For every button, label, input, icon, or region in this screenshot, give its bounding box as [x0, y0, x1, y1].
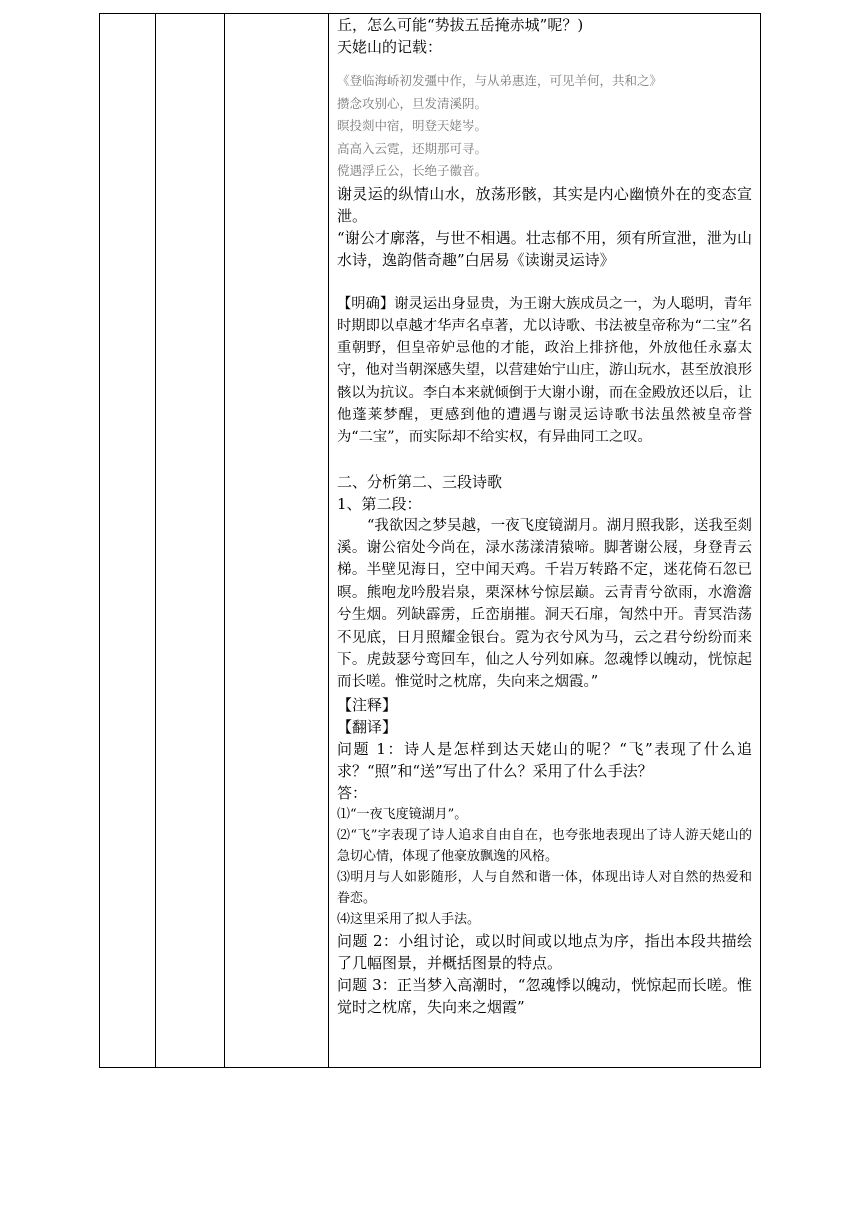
poem-passage: “我欲因之梦吴越，一夜飞度镜湖月。湖月照我影，送我至剡溪。谢公宿处今尚在，渌水荡漾清猿啼。脚著谢公屐，身登青云梯。半壁见海日，空中闻天鸡。千岩万转路不定，迷花倚石忽已暝。熊咆龙吟殷岩泉，栗深林兮惊层巅。云青青兮欲雨，水澹澹兮生烟。列缺霹雳，丘峦崩摧。洞天石扉，訇然中开。青冥浩荡不见底，日月照耀金银台。霓为衣兮风为马，云之君兮纷纷而来下。虎鼓瑟兮鸾回车，仙之人兮列如麻。忽魂悸以魄动，恍惊起而长嗟。惟觉时之枕席，失向来之烟霞。” [337, 517, 752, 691]
spacer [337, 449, 752, 471]
answer-item: ⑴“一夜飞度镜湖月”。 [337, 806, 468, 822]
section-heading: 二、分析第二、三段诗歌 [337, 472, 503, 491]
poem-line: 高高入云霓，还期那可寻。 [337, 140, 488, 156]
poem-line: 暝投剡中宿，明登天姥岑。 [337, 118, 488, 133]
lesson-table [99, 13, 761, 1068]
question-1: 问题 1：诗人是怎样到达天姥山的呢？“飞”表现了什么追求？“照”和“送”写出了什么？采用了什么手法？ [337, 739, 752, 780]
spacer [337, 58, 752, 70]
text-line: 丘，怎么可能“势拔五岳掩赤城”呢？) [337, 16, 584, 34]
subsection-heading: 1、第二段： [337, 494, 422, 513]
question-2: 问题 2：小组讨论，或以时间或以地点为序，指出本段共描绘了几幅图景，并概括图景的特点。 [337, 931, 752, 972]
text-line: 天姥山的记载： [337, 38, 443, 56]
column-divider-1 [155, 14, 156, 1067]
answer-item: ⑵“飞”字表现了诗人追求自由自在，也夸张地表现出了诗人游天姥山的急切心情，体现了他豪放飘逸的风格。 [337, 827, 752, 864]
poem-line: 攒念攻别心，旦发清溪阴。 [337, 95, 488, 111]
content-cell [329, 14, 760, 1067]
annotation-label: 【注释】 [337, 695, 398, 714]
answer-item: ⑶明月与人如影随形，人与自然和谐一体，体现出诗人对自然的热爱和眷恋。 [337, 869, 752, 906]
question-3: 问题 3：正当梦入高潮时，“忽魂悸以魄动，恍惊起而长嗟。惟觉时之枕席，失向来之烟霞” [337, 975, 752, 1016]
clarification-paragraph: 【明确】谢灵运出身显贵，为王谢大族成员之一，为人聪明，青年时期即以卓越才华声名卓著，尤以诗歌、书法被皇帝称为“二宝”名重朝野，但皇帝妒忌他的才能，政治上排挤他，外放他任永嘉太守，他对当朝深感失望，以营建始宁山庄，游山玩水，甚至放浪形骸以为抗议。李白本来就倾倒于大谢小谢，而在金殿放还以后，让他蓬莱梦醒，更感到他的遭遇与谢灵运诗歌书法虽然被皇帝誉为“二宝”，而实际却不给实权，有异曲同工之叹。 [337, 295, 752, 446]
quote-paragraph: “谢公才廓落，与世不相遇。壮志郁不用，须有所宣泄，泄为山水诗，逸韵偕奇趣”白居易《读谢灵运诗》 [337, 228, 752, 269]
poem-line: 傥遇浮丘公，长绝子徽音。 [337, 163, 488, 178]
answer-label: 答： [337, 783, 368, 802]
spacer [337, 271, 752, 293]
text-paragraph: 谢灵运的纵情山水，放荡形骸，其实是内心幽愤外在的变态宣泄。 [337, 184, 752, 225]
column-divider-2 [224, 14, 225, 1067]
translation-label: 【翻译】 [337, 717, 398, 736]
answer-item: ⑷这里采用了拟人手法。 [337, 911, 481, 927]
poem-title: 《登临海峤初发彊中作，与从弟惠连，可见羊何，共和之》 [337, 73, 663, 88]
